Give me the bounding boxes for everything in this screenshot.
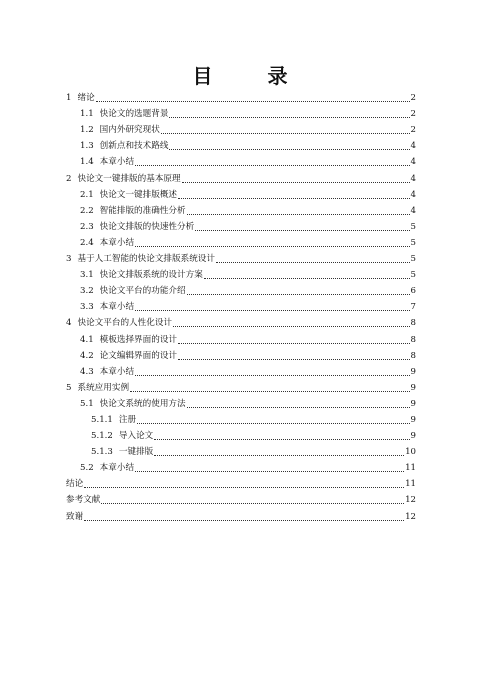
toc-entry-page-number: 9: [410, 382, 416, 393]
toc-dot-leader: [178, 359, 410, 360]
toc-entry[interactable]: [66, 490, 416, 506]
toc-entry[interactable]: [66, 313, 416, 329]
toc-entry-number: 5.1.1: [91, 414, 113, 425]
toc-dot-leader: [135, 310, 409, 311]
toc-entry-number: 1.2: [80, 125, 94, 136]
toc-entry[interactable]: [66, 168, 416, 184]
toc-entry-number: 2.4: [80, 237, 94, 248]
toc-dot-leader: [187, 214, 410, 215]
toc-entry[interactable]: [66, 152, 416, 168]
toc-entry-page-number: 9: [410, 431, 416, 442]
toc-entry-number: 3.2: [80, 286, 94, 297]
toc-dot-leader: [187, 294, 410, 295]
toc-entry-title: 本章小结: [99, 237, 135, 248]
toc-entry-page-number: 12: [405, 495, 416, 506]
toc-entry-title: 系统应用实例: [77, 382, 130, 393]
toc-entry-number: 5.1.2: [91, 431, 113, 442]
toc-entry-title: 致谢: [66, 511, 84, 522]
toc-dot-leader: [96, 101, 410, 102]
toc-dot-leader: [101, 503, 404, 504]
toc-entry-page-number: 2: [410, 93, 416, 104]
toc-list: [66, 88, 416, 523]
toc-entry-title: 参考文献: [66, 495, 101, 506]
toc-entry-title: 快论文排版系统的设计方案: [99, 270, 203, 281]
toc-entry-title: 模板选择界面的设计: [99, 334, 178, 345]
toc-entry-title: 本章小结: [99, 463, 135, 474]
toc-entry[interactable]: [66, 185, 416, 201]
toc-entry-page-number: 11: [405, 463, 416, 474]
toc-entry-page-number: 5: [410, 254, 416, 265]
toc-entry[interactable]: [66, 378, 416, 394]
toc-dot-leader: [135, 375, 409, 376]
toc-entry[interactable]: [66, 362, 416, 378]
toc-entry[interactable]: [66, 458, 416, 474]
toc-dot-leader: [204, 278, 410, 279]
toc-entry-page-number: 4: [410, 173, 416, 184]
toc-dot-leader: [216, 262, 410, 263]
toc-entry-number: 2.1: [80, 189, 94, 200]
toc-dot-leader: [135, 471, 404, 472]
toc-entry[interactable]: [66, 136, 416, 152]
toc-entry-page-number: 12: [405, 511, 416, 522]
toc-entry-page-number: 2: [410, 125, 416, 136]
toc-entry-number: 1.1: [80, 109, 94, 120]
toc-entry-title: 本章小结: [99, 366, 135, 377]
toc-title: 目 录: [192, 64, 312, 88]
toc-entry-title: 一键排版: [118, 447, 154, 458]
toc-entry[interactable]: [66, 104, 416, 120]
toc-entry[interactable]: [66, 281, 416, 297]
toc-dot-leader: [84, 520, 404, 521]
toc-entry[interactable]: [66, 410, 416, 426]
toc-entry-title: 快论文平台的人性化设计: [77, 318, 173, 329]
toc-entry-page-number: 5: [410, 237, 416, 248]
toc-dot-leader: [130, 391, 409, 392]
toc-entry[interactable]: [66, 233, 416, 249]
toc-dot-leader: [178, 343, 410, 344]
toc-entry[interactable]: [66, 329, 416, 345]
toc-entry-page-number: 8: [410, 334, 416, 345]
toc-dot-leader: [154, 439, 409, 440]
toc-entry[interactable]: [66, 217, 416, 233]
toc-entry-number: 5.1.3: [91, 447, 113, 458]
toc-entry-page-number: 4: [410, 205, 416, 216]
toc-entry-number: 2.2: [80, 205, 94, 216]
toc-entry-title: 国内外研究现状: [99, 125, 160, 136]
toc-entry-title: 导入论文: [118, 431, 154, 442]
toc-entry[interactable]: [66, 506, 416, 522]
toc-entry-number: 4.3: [80, 366, 94, 377]
toc-entry-number: 4.1: [80, 334, 94, 345]
toc-entry-title: 创新点和技术路线: [99, 141, 169, 152]
toc-dot-leader: [84, 487, 404, 488]
toc-entry-page-number: 4: [410, 189, 416, 200]
toc-entry[interactable]: [66, 474, 416, 490]
toc-entry[interactable]: [66, 297, 416, 313]
toc-entry-page-number: 9: [410, 414, 416, 425]
toc-entry-page-number: 5: [410, 221, 416, 232]
toc-entry[interactable]: [66, 201, 416, 217]
toc-entry-title: 论文编辑界面的设计: [99, 350, 178, 361]
toc-entry-number: 3.1: [80, 270, 94, 281]
toc-entry-title: 快论文一键排版概述: [99, 189, 178, 200]
toc-entry-title: 快论文平台的功能介绍: [99, 286, 186, 297]
toc-entry-page-number: 7: [410, 302, 416, 313]
toc-entry-title: 快论文排版的快速性分析: [99, 221, 195, 232]
toc-dot-leader: [178, 198, 410, 199]
toc-entry-number: 2: [66, 173, 72, 184]
toc-entry[interactable]: [66, 442, 416, 458]
toc-entry-page-number: 6: [410, 286, 416, 297]
toc-dot-leader: [154, 455, 404, 456]
toc-entry-page-number: 10: [405, 447, 416, 458]
toc-entry-title: 结论: [66, 479, 84, 490]
toc-entry-page-number: 8: [410, 350, 416, 361]
toc-entry-number: 1.4: [80, 157, 94, 168]
toc-entry-page-number: 4: [410, 157, 416, 168]
toc-dot-leader: [135, 165, 409, 166]
toc-entry-page-number: 4: [410, 141, 416, 152]
toc-entry-title: 快论文系统的使用方法: [99, 398, 186, 409]
toc-entry-number: 5.1: [80, 398, 94, 409]
toc-entry-page-number: 8: [410, 318, 416, 329]
toc-entry-number: 4.2: [80, 350, 94, 361]
toc-entry-title: 快论文一键排版的基本原理: [77, 173, 181, 184]
toc-entry-number: 3.3: [80, 302, 94, 313]
toc-dot-leader: [161, 133, 410, 134]
toc-entry-page-number: 2: [410, 109, 416, 120]
toc-entry-number: 2.3: [80, 221, 94, 232]
toc-entry-page-number: 9: [410, 398, 416, 409]
toc-dot-leader: [182, 182, 410, 183]
toc-entry[interactable]: [66, 120, 416, 136]
toc-entry-title: 智能排版的准确性分析: [99, 205, 186, 216]
toc-dot-leader: [169, 149, 409, 150]
toc-dot-leader: [135, 246, 409, 247]
toc-dot-leader: [173, 326, 410, 327]
toc-dot-leader: [137, 423, 409, 424]
toc-entry-number: 5.2: [80, 463, 94, 474]
toc-entry[interactable]: [66, 249, 416, 265]
toc-entry-title: 基于人工智能的快论文排版系统设计: [77, 254, 215, 265]
toc-entry-number: 5: [66, 382, 72, 393]
toc-entry[interactable]: [66, 88, 416, 104]
toc-entry-title: 本章小结: [99, 157, 135, 168]
toc-entry[interactable]: [66, 265, 416, 281]
toc-entry[interactable]: [66, 426, 416, 442]
toc-entry-page-number: 9: [410, 366, 416, 377]
toc-dot-leader: [195, 230, 409, 231]
toc-entry-number: 3: [66, 254, 72, 265]
toc-entry-title: 注册: [118, 414, 137, 425]
toc-entry-title: 本章小结: [99, 302, 135, 313]
toc-entry-title: 绪论: [77, 93, 95, 104]
toc-entry-number: 1: [66, 93, 72, 104]
toc-dot-leader: [169, 117, 409, 118]
toc-entry-page-number: 11: [405, 479, 416, 490]
toc-entry-number: 1.3: [80, 141, 94, 152]
toc-entry-number: 4: [66, 318, 72, 329]
toc-entry[interactable]: [66, 394, 416, 410]
toc-entry-page-number: 5: [410, 270, 416, 281]
toc-entry-title: 快论文的选题背景: [99, 109, 169, 120]
toc-entry[interactable]: [66, 346, 416, 362]
toc-dot-leader: [187, 407, 410, 408]
